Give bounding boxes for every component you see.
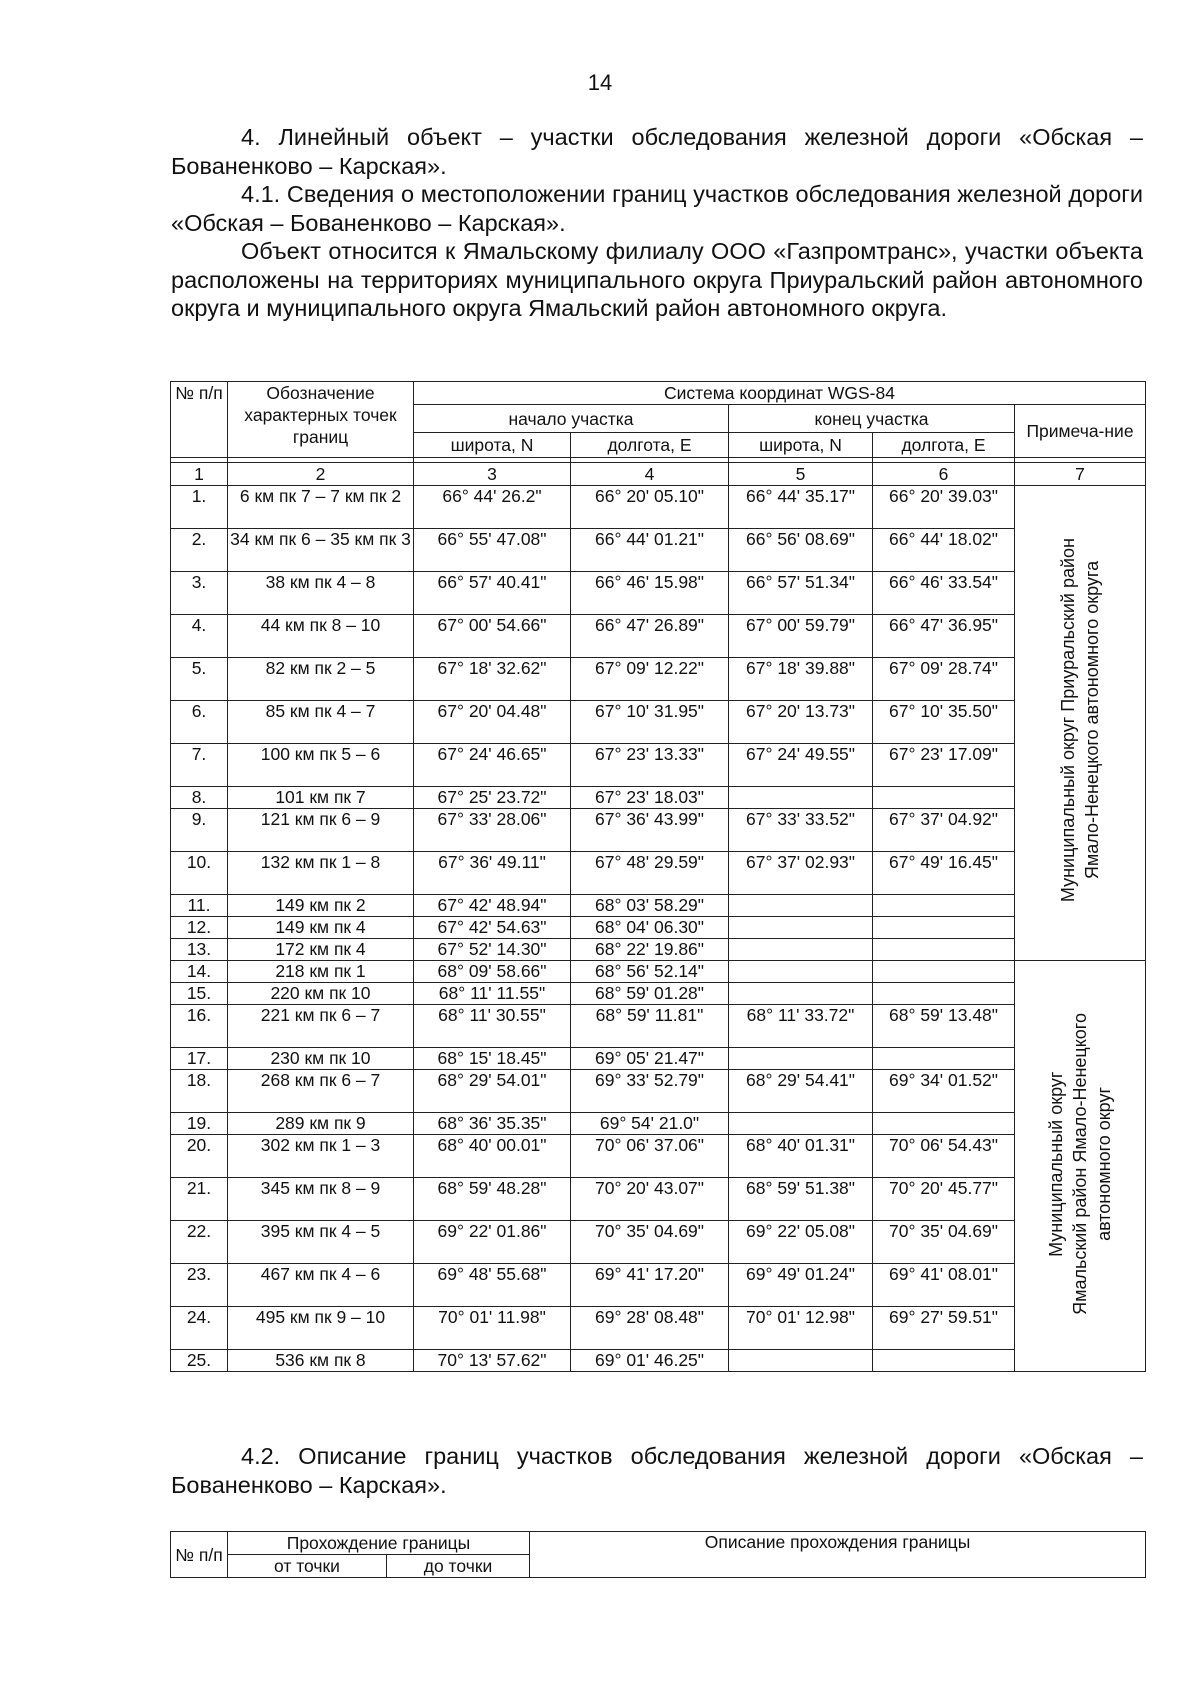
table-row [171,701,1146,744]
start-latitude: 67° 25' 23.72" [414,787,571,809]
section-4-2-heading: 4.2. Описание границ участков обследования железной дороги «Обская – Бованенково – Карская». [171,1443,1143,1498]
end-latitude: 70° 01' 12.98" [729,1307,873,1350]
end-latitude: 69° 49' 01.24" [729,1264,873,1307]
table-row [171,1113,1146,1135]
row-number: 14. [171,961,228,983]
start-longitude: 69° 54' 21.0" [571,1113,729,1135]
row-number: 12. [171,917,228,939]
row-designation: 44 км пк 8 – 10 [228,615,414,658]
end-longitude: 66° 47' 36.95" [873,615,1015,658]
table-row [171,1307,1146,1350]
row-number: 17. [171,1048,228,1070]
header-end-lon: долгота, E [873,433,1015,458]
start-latitude: 67° 42' 48.94" [414,895,571,917]
intro-text [171,123,1143,323]
end-latitude: 66° 56' 08.69" [729,529,873,572]
end-longitude: 67° 23' 17.09" [873,744,1015,787]
row-designation: 467 км пк 4 – 6 [228,1264,414,1307]
row-number: 19. [171,1113,228,1135]
row-designation: 85 км пк 4 – 7 [228,701,414,744]
row-designation: 172 км пк 4 [228,939,414,961]
row-number: 23. [171,1264,228,1307]
table-row [171,1048,1146,1070]
header-start-lat: широта, N [414,433,571,458]
end-longitude: 69° 41' 08.01" [873,1264,1015,1307]
start-longitude: 70° 06' 37.06" [571,1135,729,1178]
table-row [171,658,1146,701]
paragraph-affiliation: Объект относится к Ямальскому филиалу ООО «Газпромтранс», участки объекта расположены на территориях муниципального округа Приуральский район автономного округа и муниципального округа Ямальский район автономного округа. [171,238,1143,321]
table-row [171,1221,1146,1264]
row-designation: 82 км пк 2 – 5 [228,658,414,701]
start-longitude: 69° 33' 52.79" [571,1070,729,1113]
table-row [171,787,1146,809]
start-longitude: 68° 22' 19.86" [571,939,729,961]
boundary-header-description: Описание прохождения границы [530,1532,1146,1578]
row-number: 16. [171,1005,228,1048]
end-latitude [729,917,873,939]
row-designation: 34 км пк 6 – 35 км пк 3 [228,529,414,572]
end-longitude [873,1113,1015,1135]
start-longitude: 68° 59' 01.28" [571,983,729,1005]
end-latitude [729,895,873,917]
column-number: 4 [571,463,729,486]
start-longitude: 68° 59' 11.81" [571,1005,729,1048]
row-designation: 149 км пк 4 [228,917,414,939]
start-longitude: 66° 44' 01.21" [571,529,729,572]
start-latitude: 67° 00' 54.66" [414,615,571,658]
table-row [171,486,1146,529]
column-number: 6 [873,463,1015,486]
start-latitude: 67° 52' 14.30" [414,939,571,961]
row-designation: 38 км пк 4 – 8 [228,572,414,615]
row-designation: 230 км пк 10 [228,1048,414,1070]
table-row [171,852,1146,895]
start-latitude: 67° 33' 28.06" [414,809,571,852]
table-row [171,572,1146,615]
end-latitude [729,787,873,809]
start-latitude: 70° 01' 11.98" [414,1307,571,1350]
end-longitude: 66° 20' 39.03" [873,486,1015,529]
note-text: Муниципальный округ Ямальский район Ямало-Ненецкого автономного округ [1046,1012,1114,1315]
row-number: 3. [171,572,228,615]
start-latitude: 68° 09' 58.66" [414,961,571,983]
boundary-header-to: до точки [387,1555,530,1578]
start-longitude: 67° 23' 18.03" [571,787,729,809]
row-designation: 218 км пк 1 [228,961,414,983]
row-designation: 268 км пк 6 – 7 [228,1070,414,1113]
section-4-2 [171,1442,1143,1499]
row-designation: 495 км пк 9 – 10 [228,1307,414,1350]
start-longitude: 70° 20' 43.07" [571,1178,729,1221]
row-number: 13. [171,939,228,961]
table-row [171,961,1146,983]
row-number: 18. [171,1070,228,1113]
table-row [171,983,1146,1005]
start-latitude: 68° 40' 00.01" [414,1135,571,1178]
end-longitude: 66° 44' 18.02" [873,529,1015,572]
start-longitude: 66° 46' 15.98" [571,572,729,615]
end-latitude: 67° 18' 39.88" [729,658,873,701]
table-row [171,895,1146,917]
row-number: 24. [171,1307,228,1350]
end-latitude: 69° 22' 05.08" [729,1221,873,1264]
row-number: 1. [171,486,228,529]
end-longitude: 66° 46' 33.54" [873,572,1015,615]
start-longitude: 66° 47' 26.89" [571,615,729,658]
start-longitude: 69° 41' 17.20" [571,1264,729,1307]
row-designation: 6 км пк 7 – 7 км пк 2 [228,486,414,529]
page-number: 14 [587,70,613,95]
start-latitude: 70° 13' 57.62" [414,1350,571,1372]
table-row [171,744,1146,787]
end-latitude: 67° 00' 59.79" [729,615,873,658]
table-row [171,1178,1146,1221]
start-longitude: 67° 48' 29.59" [571,852,729,895]
note-text: Муниципальный округ Приуральский район Ямало-Ненецкого автономного округа [1058,538,1102,903]
start-latitude: 69° 22' 01.86" [414,1221,571,1264]
end-latitude: 67° 24' 49.55" [729,744,873,787]
paragraph-object: 4. Линейный объект – участки обследования железной дороги «Обская – Бованенково – Карская». [171,124,1143,179]
end-latitude [729,939,873,961]
start-latitude: 68° 11' 30.55" [414,1005,571,1048]
end-longitude: 67° 37' 04.92" [873,809,1015,852]
header-start-lon: долгота, E [571,433,729,458]
row-number: 8. [171,787,228,809]
start-latitude: 67° 42' 54.63" [414,917,571,939]
end-longitude: 70° 35' 04.69" [873,1221,1015,1264]
start-longitude: 67° 10' 31.95" [571,701,729,744]
end-longitude: 69° 27' 59.51" [873,1307,1015,1350]
end-latitude: 67° 33' 33.52" [729,809,873,852]
start-latitude: 67° 20' 04.48" [414,701,571,744]
start-latitude: 68° 11' 11.55" [414,983,571,1005]
table-row [171,1135,1146,1178]
header-start: начало участка [414,405,729,433]
table-row [171,1350,1146,1372]
table-row [171,1264,1146,1307]
boundary-header-from: от точки [228,1555,387,1578]
paragraph-info: 4.1. Сведения о местоположении границ участков обследования железной дороги «Обская – Бованенково – Карская». [171,181,1143,236]
row-designation: 345 км пк 8 – 9 [228,1178,414,1221]
end-latitude: 68° 59' 51.38" [729,1178,873,1221]
row-designation: 221 км пк 6 – 7 [228,1005,414,1048]
row-number: 20. [171,1135,228,1178]
table-row [171,1070,1146,1113]
start-latitude: 68° 29' 54.01" [414,1070,571,1113]
end-longitude: 67° 10' 35.50" [873,701,1015,744]
table-row [171,615,1146,658]
note-yamalsky-district [1015,961,1146,1372]
start-latitude: 66° 44' 26.2" [414,486,571,529]
row-number: 7. [171,744,228,787]
row-number: 15. [171,983,228,1005]
row-number: 5. [171,658,228,701]
start-latitude: 67° 18' 32.62" [414,658,571,701]
boundary-description-table [170,1531,1146,1578]
end-longitude [873,1350,1015,1372]
end-latitude [729,1113,873,1135]
table-row [171,529,1146,572]
end-longitude: 70° 20' 45.77" [873,1178,1015,1221]
header-end: конец участка [729,405,1015,433]
boundary-header-passage: Прохождение границы [228,1532,530,1555]
row-designation: 289 км пк 9 [228,1113,414,1135]
table-row [171,917,1146,939]
end-longitude [873,895,1015,917]
boundary-header-num: № п/п [171,1532,228,1578]
start-longitude: 67° 09' 12.22" [571,658,729,701]
start-latitude: 68° 15' 18.45" [414,1048,571,1070]
start-longitude: 68° 03' 58.29" [571,895,729,917]
table-row [171,939,1146,961]
row-number: 11. [171,895,228,917]
row-designation: 220 км пк 10 [228,983,414,1005]
end-longitude [873,983,1015,1005]
row-number: 21. [171,1178,228,1221]
end-longitude: 69° 34' 01.52" [873,1070,1015,1113]
end-latitude: 67° 20' 13.73" [729,701,873,744]
row-number: 22. [171,1221,228,1264]
end-longitude [873,917,1015,939]
header-end-lat: широта, N [729,433,873,458]
column-number: 5 [729,463,873,486]
start-longitude: 69° 28' 08.48" [571,1307,729,1350]
end-longitude: 68° 59' 13.48" [873,1005,1015,1048]
end-longitude: 67° 09' 28.74" [873,658,1015,701]
start-longitude: 67° 23' 13.33" [571,744,729,787]
row-number: 4. [171,615,228,658]
end-latitude: 68° 11' 33.72" [729,1005,873,1048]
row-designation: 101 км пк 7 [228,787,414,809]
start-latitude: 68° 36' 35.35" [414,1113,571,1135]
end-longitude [873,787,1015,809]
end-latitude [729,961,873,983]
end-latitude: 67° 37' 02.93" [729,852,873,895]
row-number: 25. [171,1350,228,1372]
start-latitude: 66° 55' 47.08" [414,529,571,572]
start-longitude: 70° 35' 04.69" [571,1221,729,1264]
note-priuralsky-district [1015,486,1146,961]
column-number: 2 [228,463,414,486]
end-latitude: 68° 40' 01.31" [729,1135,873,1178]
start-latitude: 69° 48' 55.68" [414,1264,571,1307]
end-latitude: 68° 29' 54.41" [729,1070,873,1113]
end-latitude [729,1350,873,1372]
start-longitude: 68° 56' 52.14" [571,961,729,983]
start-longitude: 67° 36' 43.99" [571,809,729,852]
row-number: 9. [171,809,228,852]
row-designation: 100 км пк 5 – 6 [228,744,414,787]
table-row [171,1005,1146,1048]
end-longitude [873,961,1015,983]
row-number: 2. [171,529,228,572]
start-latitude: 67° 36' 49.11" [414,852,571,895]
end-longitude: 67° 49' 16.45" [873,852,1015,895]
start-longitude: 69° 01' 46.25" [571,1350,729,1372]
coordinates-table [170,381,1146,1372]
start-latitude: 66° 57' 40.41" [414,572,571,615]
start-latitude: 68° 59' 48.28" [414,1178,571,1221]
start-longitude: 66° 20' 05.10" [571,486,729,529]
row-number: 6. [171,701,228,744]
row-number: 10. [171,852,228,895]
end-latitude [729,983,873,1005]
end-latitude [729,1048,873,1070]
header-coordinate-system: Система координат WGS-84 [414,382,1146,405]
row-designation: 149 км пк 2 [228,895,414,917]
row-designation: 395 км пк 4 – 5 [228,1221,414,1264]
end-latitude: 66° 57' 51.34" [729,572,873,615]
row-designation: 132 км пк 1 – 8 [228,852,414,895]
header-designation: Обозначение характерных точек границ [228,382,414,458]
column-number: 7 [1015,463,1146,486]
column-number: 1 [171,463,228,486]
end-longitude [873,939,1015,961]
header-note: Примеча-ние [1015,405,1146,458]
column-number: 3 [414,463,571,486]
start-latitude: 67° 24' 46.65" [414,744,571,787]
start-longitude: 69° 05' 21.47" [571,1048,729,1070]
row-designation: 536 км пк 8 [228,1350,414,1372]
row-designation: 121 км пк 6 – 9 [228,809,414,852]
end-longitude [873,1048,1015,1070]
start-longitude: 68° 04' 06.30" [571,917,729,939]
table-row [171,809,1146,852]
row-designation: 302 км пк 1 – 3 [228,1135,414,1178]
end-latitude: 66° 44' 35.17" [729,486,873,529]
end-longitude: 70° 06' 54.43" [873,1135,1015,1178]
header-num: № п/п [171,382,228,458]
